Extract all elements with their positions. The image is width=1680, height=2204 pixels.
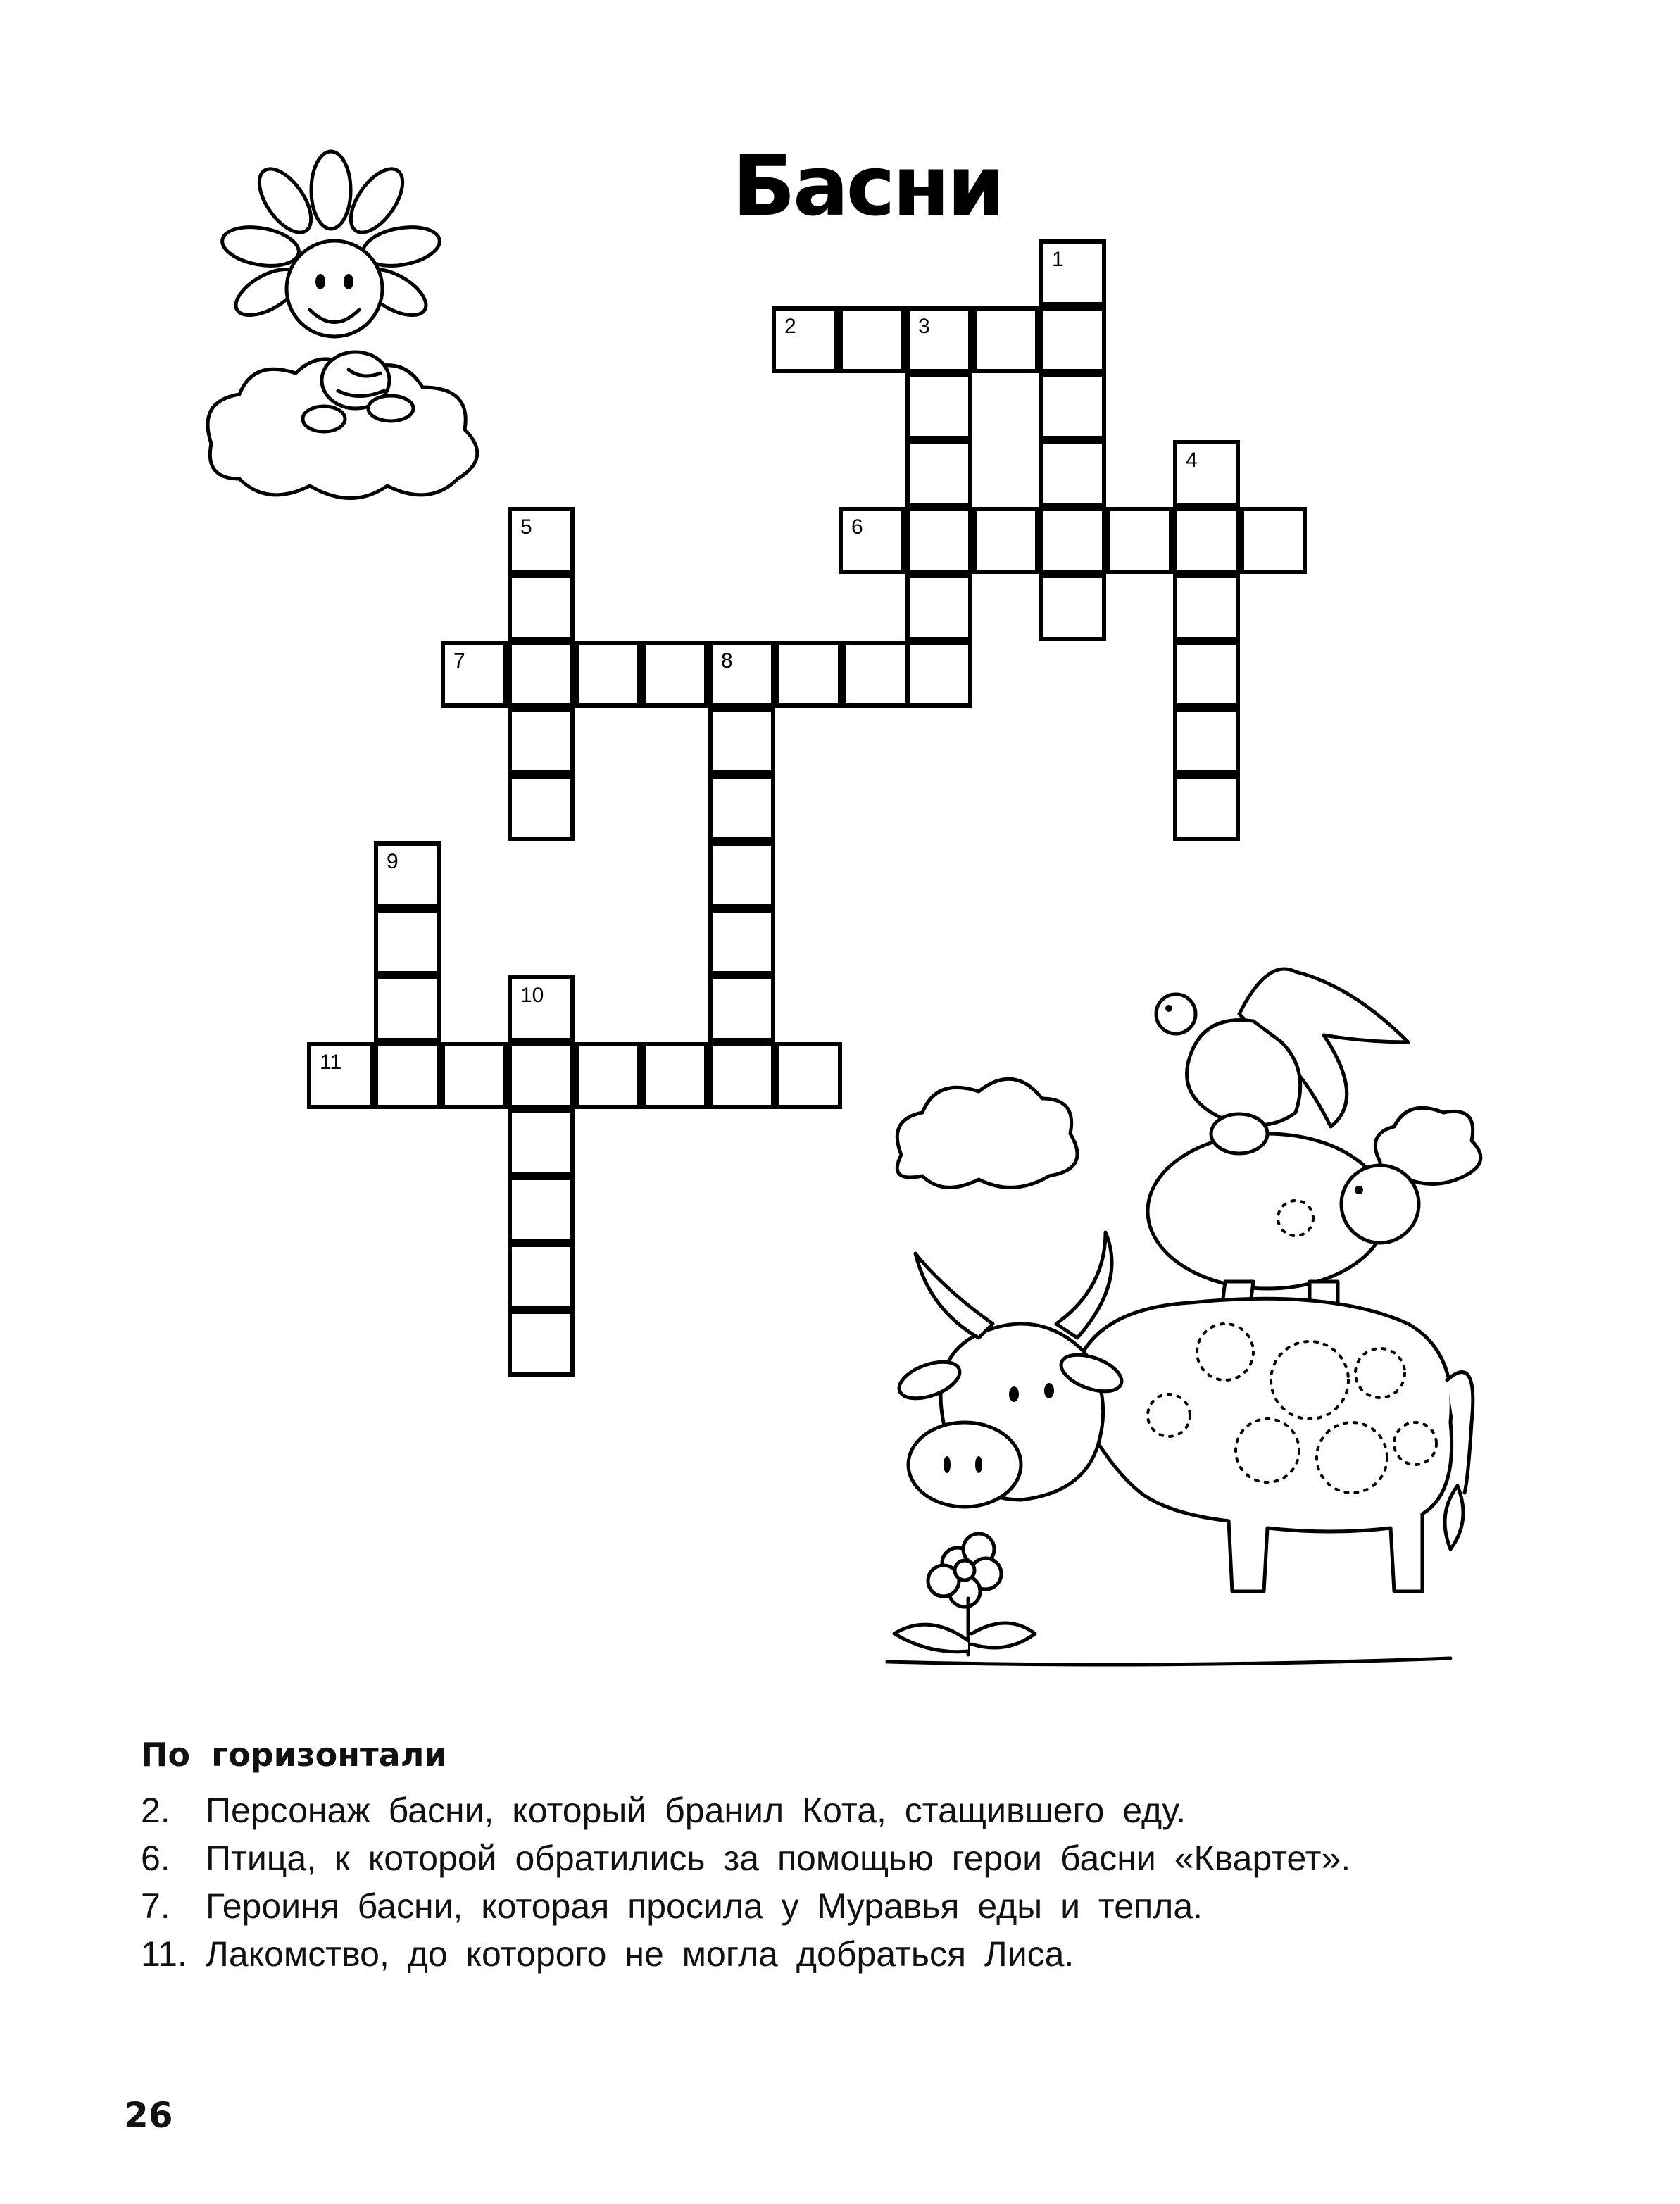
crossword-cell[interactable] (641, 1042, 708, 1109)
crossword-cell[interactable] (1039, 239, 1106, 306)
crossword-cell[interactable] (905, 306, 972, 373)
crossword-cell[interactable] (1039, 574, 1106, 641)
clue-item-text: Лакомство, до которого не могла добраться Лиса. (206, 1934, 1074, 1974)
clues-across (141, 1736, 1549, 1978)
cow-pig-rooster-icon (873, 958, 1507, 1697)
clue-number: 1 (1052, 248, 1064, 271)
clue-item-text: Героиня басни, которая просила у Муравья еды и тепла. (206, 1886, 1203, 1926)
crossword-cell[interactable] (575, 641, 641, 708)
crossword-cell[interactable] (708, 1042, 775, 1109)
clue-number: 9 (387, 850, 399, 873)
crossword-cell[interactable] (508, 574, 575, 641)
crossword-cell[interactable] (508, 1310, 575, 1377)
crossword-cell[interactable] (905, 507, 972, 574)
clue-number: 7 (453, 649, 465, 672)
crossword-cell[interactable] (374, 975, 441, 1042)
crossword-cell[interactable] (508, 1243, 575, 1310)
crossword-cell[interactable] (508, 641, 575, 708)
clue-number: 2 (784, 315, 796, 338)
crossword-cell[interactable] (972, 507, 1039, 574)
crossword-cell[interactable] (1173, 507, 1240, 574)
sun-flower-character-icon (190, 148, 514, 514)
clue-number: 3 (918, 315, 930, 338)
clue-item (141, 1882, 1549, 1930)
crossword-cell[interactable] (1039, 440, 1106, 507)
crossword-cell[interactable] (641, 641, 708, 708)
crossword-cell[interactable] (508, 775, 575, 841)
crossword-cell[interactable] (508, 1109, 575, 1176)
crossword-cell[interactable] (905, 440, 972, 507)
clue-number: 5 (520, 515, 532, 539)
crossword-cell[interactable] (839, 507, 905, 574)
crossword-cell[interactable] (905, 373, 972, 440)
clue-item-number: 7. (141, 1886, 170, 1926)
crossword-cell[interactable] (1173, 641, 1240, 708)
crossword-cell[interactable] (708, 708, 775, 775)
crossword-cell[interactable] (508, 708, 575, 775)
crossword-cell[interactable] (508, 1042, 575, 1109)
clue-number: 8 (721, 649, 733, 672)
crossword-cell[interactable] (775, 641, 842, 708)
crossword-cell[interactable] (1173, 708, 1240, 775)
crossword-cell[interactable] (1106, 507, 1173, 574)
crossword-cell[interactable] (508, 1176, 575, 1243)
clue-item (141, 1786, 1549, 1834)
crossword-cell[interactable] (508, 507, 575, 574)
crossword-cell[interactable] (374, 908, 441, 975)
page-number: 26 (124, 2095, 173, 2136)
crossword-cell[interactable] (905, 641, 972, 708)
crossword-cell[interactable] (575, 1042, 641, 1109)
clue-number: 11 (320, 1051, 342, 1074)
crossword-cell[interactable] (775, 1042, 842, 1109)
clue-number: 4 (1186, 449, 1198, 472)
clue-number: 10 (520, 984, 544, 1007)
crossword-cell[interactable] (708, 908, 775, 975)
crossword-cell[interactable] (508, 975, 575, 1042)
clue-item (141, 1930, 1549, 1978)
clues-heading: По горизонтали (141, 1736, 447, 1774)
crossword-cell[interactable] (708, 841, 775, 908)
crossword-cell[interactable] (905, 574, 972, 641)
crossword-cell[interactable] (1039, 373, 1106, 440)
clue-item-number: 2. (141, 1791, 170, 1830)
clue-item-text: Птица, к которой обратились за помощью герои басни «Квартет». (206, 1839, 1351, 1878)
crossword-cell[interactable] (1240, 507, 1307, 574)
crossword-cell[interactable] (307, 1042, 374, 1109)
clue-item-number: 6. (141, 1839, 170, 1878)
crossword-cell[interactable] (1173, 775, 1240, 841)
crossword-cell[interactable] (839, 306, 905, 373)
clue-item-text: Персонаж басни, который бранил Кота, стащившего еду. (206, 1791, 1186, 1830)
clue-number: 6 (851, 515, 863, 539)
clue-item-number: 11. (141, 1934, 187, 1974)
clue-item (141, 1834, 1549, 1882)
crossword-cell[interactable] (374, 1042, 441, 1109)
page-title: Басни (732, 137, 1003, 234)
crossword-cell[interactable] (708, 975, 775, 1042)
crossword-cell[interactable] (842, 641, 909, 708)
crossword-cell[interactable] (972, 306, 1039, 373)
crossword-cell[interactable] (1173, 574, 1240, 641)
crossword-cell[interactable] (1173, 440, 1240, 507)
crossword-cell[interactable] (441, 1042, 508, 1109)
crossword-cell[interactable] (374, 841, 441, 908)
crossword-cell[interactable] (1039, 507, 1106, 574)
crossword-cell[interactable] (708, 641, 775, 708)
crossword-cell[interactable] (772, 306, 839, 373)
crossword-cell[interactable] (708, 775, 775, 841)
crossword-cell[interactable] (1039, 306, 1106, 373)
crossword-cell[interactable] (441, 641, 508, 708)
